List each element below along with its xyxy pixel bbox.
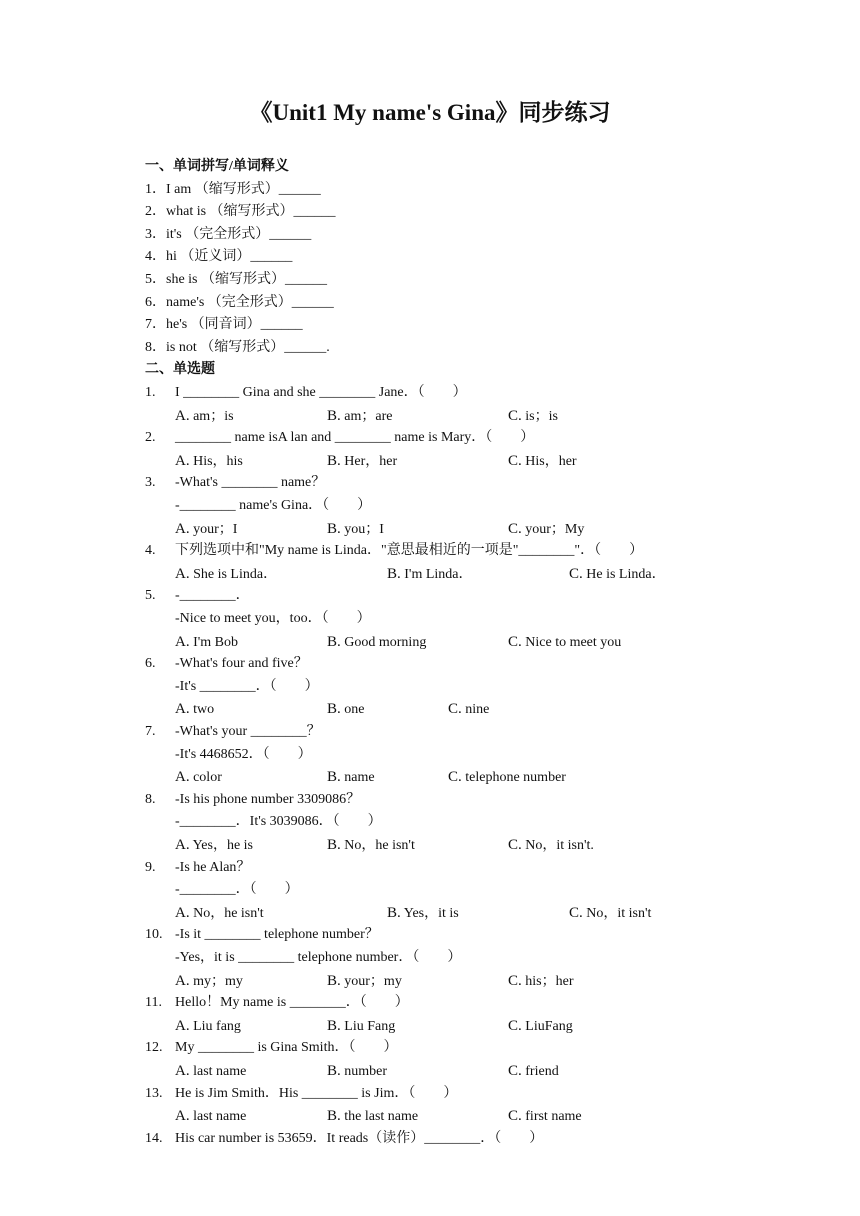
- question-text: -It's 4468652．（ ）: [175, 746, 312, 762]
- answer-option: [175, 1062, 246, 1081]
- option-letter: B.: [327, 1108, 341, 1125]
- option-letter: A.: [175, 904, 190, 921]
- option-text: telephone number: [461, 770, 566, 786]
- option-letter: B.: [327, 452, 341, 469]
- answer-option: [448, 700, 489, 719]
- option-letter: B.: [327, 769, 341, 786]
- option-letter: C.: [508, 1063, 522, 1079]
- question-number: 11.: [145, 995, 162, 1011]
- option-letter: C.: [508, 1108, 522, 1125]
- option-text: two: [189, 702, 215, 718]
- answer-option: [175, 633, 238, 652]
- option-letter: C.: [508, 837, 522, 853]
- option-letter: A.: [175, 565, 190, 582]
- option-letter: C.: [508, 1017, 522, 1034]
- question-text: -Nice to meet you，too．（ ）: [175, 611, 371, 626]
- answer-option: [508, 836, 594, 855]
- option-text: Liu Fang: [340, 1018, 396, 1034]
- answer-option: [175, 452, 243, 471]
- question-number: 12.: [145, 1040, 163, 1056]
- option-letter: C.: [569, 565, 583, 582]
- answer-option: [508, 452, 577, 471]
- option-letter: A.: [175, 407, 190, 424]
- option-text: friend: [521, 1064, 559, 1079]
- question-number: 5.: [145, 588, 156, 604]
- question-text: -Is his phone number 3309086？: [175, 791, 361, 807]
- option-text: No，he isn't: [340, 838, 415, 853]
- option-text: one: [340, 702, 365, 718]
- question-text: His car number is 53659．It reads（读作）________．（ ）: [175, 1130, 544, 1146]
- vocab-item: 1．I am （缩写形式）______: [145, 181, 321, 197]
- vocab-item: 6．name's （完全形式）______: [145, 294, 334, 310]
- answer-option: [175, 904, 264, 923]
- answer-option: [175, 1017, 241, 1036]
- answer-option: [508, 407, 558, 426]
- answer-option: [327, 520, 384, 539]
- option-letter: C.: [508, 452, 522, 469]
- answer-option: [508, 1107, 582, 1126]
- option-letter: C.: [508, 407, 522, 424]
- question-number: 7.: [145, 724, 156, 739]
- question-text: -________．（ ）: [175, 882, 299, 898]
- option-letter: B.: [327, 407, 341, 424]
- option-letter: A.: [175, 520, 190, 537]
- question-number: 8.: [145, 791, 156, 807]
- option-text: Liu fang: [189, 1018, 241, 1034]
- answer-option: [508, 520, 584, 539]
- option-text: first name: [521, 1109, 582, 1125]
- option-text: number: [340, 1064, 388, 1079]
- option-text: you；I: [340, 521, 384, 537]
- option-text: Her，her: [340, 453, 398, 469]
- option-letter: C.: [508, 633, 522, 650]
- option-text: color: [189, 770, 222, 786]
- option-text: No，he isn't: [189, 905, 264, 921]
- answer-option: [327, 836, 415, 855]
- vocab-item: 8．is not （缩写形式）______.: [145, 339, 330, 355]
- question-text: -What's ________ name？: [175, 475, 326, 491]
- option-letter: C.: [448, 701, 462, 718]
- vocab-item: 5．she is （缩写形式）______: [145, 272, 327, 287]
- answer-option: [387, 904, 459, 923]
- option-letter: A.: [175, 837, 190, 853]
- option-text: No，it isn't.: [521, 838, 594, 853]
- option-letter: B.: [387, 565, 401, 582]
- answer-option: [327, 1062, 387, 1081]
- answer-option: [327, 1017, 395, 1036]
- question-text: My ________ is Gina Smith．（ ）: [175, 1040, 398, 1056]
- question-number: 9.: [145, 859, 156, 875]
- option-letter: C.: [508, 972, 522, 989]
- question-text: I ________ Gina and she ________ Jane．（ ）: [175, 385, 467, 400]
- option-letter: B.: [327, 1017, 341, 1034]
- option-letter: B.: [327, 633, 341, 650]
- option-text: His，his: [189, 453, 243, 469]
- option-text: Nice to meet you: [521, 634, 622, 650]
- vocab-item: 7．he's （同音词）______: [145, 317, 303, 333]
- answer-option: [569, 904, 651, 923]
- option-letter: C.: [448, 769, 462, 786]
- answer-option: [508, 1062, 559, 1081]
- vocab-item: 4．hi （近义词）______: [145, 249, 293, 265]
- answer-option: [327, 1107, 418, 1126]
- answer-option: [175, 565, 277, 584]
- question-number: 4.: [145, 543, 156, 559]
- option-text: the last name: [340, 1109, 419, 1125]
- option-letter: B.: [327, 837, 341, 853]
- option-text: He is Linda．: [582, 566, 666, 582]
- option-text: I'm Bob: [189, 634, 239, 650]
- question-text: ________ name isA lan and ________ name is Mary．（ ）: [175, 430, 535, 446]
- option-letter: A.: [175, 701, 190, 718]
- answer-option: [175, 407, 234, 426]
- option-text: am；are: [340, 408, 393, 424]
- question-number: 10.: [145, 927, 163, 943]
- question-number: 6.: [145, 656, 156, 672]
- section-heading: 二、单选题: [145, 362, 215, 378]
- option-text: No，it isn't: [582, 905, 652, 921]
- question-number: 2.: [145, 430, 156, 446]
- answer-option: [327, 768, 375, 787]
- question-number: 3.: [145, 475, 156, 491]
- option-letter: B.: [327, 520, 341, 537]
- option-text: his；her: [521, 973, 574, 989]
- question-text: 下列选项中和"My name is Linda．"意思最相近的一项是"________"．（ ）: [175, 543, 644, 559]
- option-text: His，her: [521, 453, 577, 469]
- option-text: Good morning: [340, 634, 427, 650]
- question-number: 14.: [145, 1130, 163, 1146]
- option-text: is；is: [521, 408, 558, 424]
- vocab-item: 2．what is （缩写形式）______: [145, 204, 336, 220]
- answer-option: [327, 633, 426, 652]
- answer-option: [508, 633, 621, 652]
- answer-option: [569, 565, 666, 584]
- option-letter: B.: [327, 701, 341, 718]
- option-letter: A.: [175, 452, 190, 469]
- question-text: -Is he Alan？: [175, 859, 251, 875]
- answer-option: [175, 972, 243, 991]
- option-letter: A.: [175, 1063, 190, 1079]
- option-text: last name: [189, 1064, 247, 1079]
- answer-option: [508, 1017, 573, 1036]
- option-letter: A.: [175, 1017, 190, 1034]
- question-number: 1.: [145, 385, 156, 400]
- option-text: am；is: [189, 408, 234, 424]
- page-title: 《Unit1 My name's Gina》同步练习: [249, 100, 611, 125]
- option-text: nine: [461, 702, 490, 718]
- option-text: She is Linda．: [189, 566, 278, 582]
- option-letter: C.: [569, 904, 583, 921]
- question-text: -________．It's 3039086．（ ）: [175, 814, 382, 830]
- option-text: I'm Linda．: [400, 566, 473, 582]
- answer-option: [448, 768, 566, 787]
- question-text: -It's ________．（ ）: [175, 678, 319, 694]
- question-text: He is Jim Smith．His ________ is Jim．（ ）: [175, 1085, 458, 1101]
- option-letter: C.: [508, 520, 522, 537]
- option-letter: B.: [387, 904, 401, 921]
- option-letter: A.: [175, 769, 190, 786]
- vocab-item: 3．it's （完全形式）______: [145, 226, 312, 242]
- question-text: -What's four and five？: [175, 656, 308, 672]
- option-text: name: [340, 770, 375, 786]
- option-text: my；my: [189, 973, 243, 989]
- option-text: Yes，it is: [400, 905, 459, 921]
- question-text: -Is it ________ telephone number？: [175, 927, 379, 943]
- answer-option: [175, 768, 222, 787]
- option-text: Yes，he is: [189, 838, 253, 853]
- answer-option: [508, 972, 573, 991]
- answer-option: [387, 565, 473, 584]
- option-letter: A.: [175, 633, 190, 650]
- option-letter: A.: [175, 1108, 190, 1125]
- answer-option: [327, 407, 392, 426]
- option-text: your；I: [189, 521, 238, 537]
- answer-option: [175, 520, 237, 539]
- question-text: Hello！My name is ________．（ ）: [175, 995, 409, 1011]
- answer-option: [175, 1107, 246, 1126]
- option-text: LiuFang: [521, 1018, 573, 1034]
- answer-option: [327, 700, 364, 719]
- answer-option: [175, 700, 214, 719]
- question-number: 13.: [145, 1085, 163, 1101]
- section-heading: 一、单词拼写/单词释义: [145, 159, 289, 174]
- option-letter: A.: [175, 972, 190, 989]
- answer-option: [327, 452, 397, 471]
- question-text: -________．: [175, 588, 250, 604]
- option-letter: B.: [327, 972, 341, 989]
- option-text: last name: [189, 1109, 247, 1125]
- option-text: your；my: [340, 973, 402, 989]
- answer-option: [175, 836, 253, 855]
- question-text: -Yes，it is ________ telephone number．（ ）: [175, 950, 462, 965]
- option-text: your；My: [521, 521, 585, 537]
- answer-option: [327, 972, 402, 991]
- question-text: -What's your ________？: [175, 724, 321, 739]
- question-text: -________ name's Gina．（ ）: [175, 498, 372, 513]
- option-letter: B.: [327, 1063, 341, 1079]
